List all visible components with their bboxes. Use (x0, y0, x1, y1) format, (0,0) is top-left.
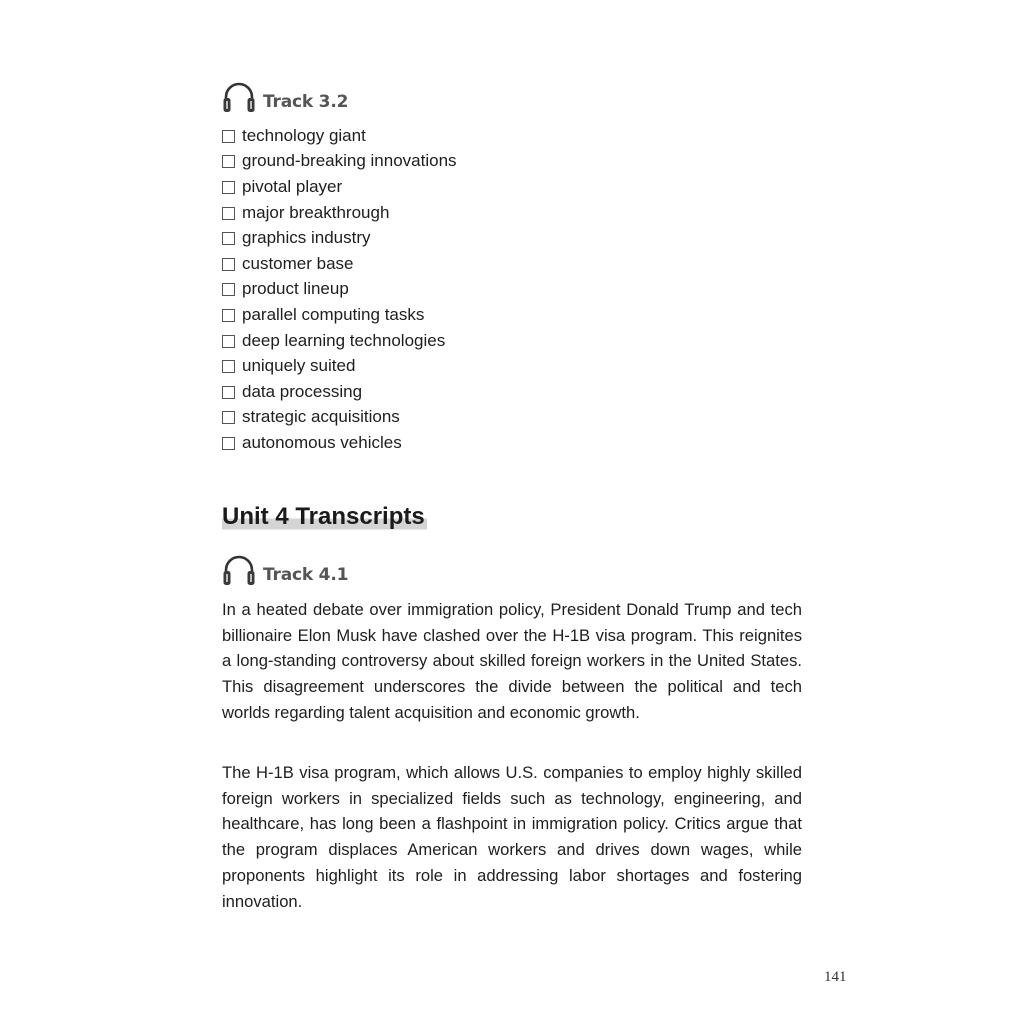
checklist-item-label: deep learning technologies (242, 330, 446, 350)
checkbox-icon[interactable] (222, 309, 235, 322)
track-4-1-heading (222, 553, 348, 587)
checklist-item-label: major breakthrough (242, 202, 390, 222)
track-3-2-heading (222, 80, 348, 114)
checkbox-icon[interactable] (222, 207, 235, 220)
checkbox-icon[interactable] (222, 130, 235, 143)
transcript-paragraph: The H-1B visa program, which allows U.S. companies to employ highly skilled foreign workers in specialized fields such as technology, engineering, and healthcare, has long been a flashpoint in immigration policy. Critics argue that the program displaces American workers and drives down wages, while proponents highlight its role in addressing labor shortages and fostering innovation. (222, 763, 802, 911)
checklist-item-label: autonomous vehicles (242, 432, 402, 452)
checkbox-icon[interactable] (222, 258, 235, 271)
checkbox-icon[interactable] (222, 181, 235, 194)
checklist-item-label: ground-breaking innovations (242, 151, 457, 171)
checkbox-icon[interactable] (222, 232, 235, 245)
track-label: Track 3.2 (263, 92, 349, 112)
headphones-icon (222, 555, 256, 587)
checklist-item[interactable] (222, 302, 457, 328)
checkbox-icon[interactable] (222, 437, 235, 450)
track-label: Track 4.1 (263, 565, 349, 585)
checklist-item-label: parallel computing tasks (242, 304, 425, 324)
checklist-item[interactable] (222, 149, 457, 175)
checkbox-icon[interactable] (222, 386, 235, 399)
checkbox-icon[interactable] (222, 335, 235, 348)
checklist-item[interactable] (222, 353, 457, 379)
unit-title: Unit 4 Transcripts (222, 503, 425, 530)
checklist-item[interactable] (222, 430, 457, 456)
checklist-item[interactable] (222, 174, 457, 200)
checklist-item[interactable] (222, 251, 457, 277)
checklist-item[interactable] (222, 200, 457, 226)
checkbox-icon[interactable] (222, 155, 235, 168)
headphones-icon (222, 82, 256, 114)
checklist-item-label: technology giant (242, 125, 366, 145)
checklist-item[interactable] (222, 277, 457, 303)
vocabulary-checklist (222, 123, 457, 456)
page-number: 141 (824, 969, 847, 985)
checkbox-icon[interactable] (222, 283, 235, 296)
checklist-item-label: product lineup (242, 279, 349, 299)
checklist-item[interactable] (222, 379, 457, 405)
checkbox-icon[interactable] (222, 411, 235, 424)
checklist-item[interactable] (222, 225, 457, 251)
checklist-item-label: pivotal player (242, 176, 343, 196)
checklist-item-label: data processing (242, 381, 363, 401)
checklist-item-label: strategic acquisitions (242, 407, 400, 427)
transcript-paragraph: In a heated debate over immigration policy, President Donald Trump and tech billionaire Elon Musk have clashed over the H-1B visa program. This reignites a long-standing controversy about skilled foreign workers in the United States. This disagreement underscores the divide between the political and tech worlds regarding talent acquisition and economic growth. (222, 600, 802, 722)
checkbox-icon[interactable] (222, 360, 235, 373)
checklist-item[interactable] (222, 123, 457, 149)
checklist-item-label: uniquely suited (242, 356, 356, 376)
checklist-item-label: customer base (242, 253, 354, 273)
checklist-item[interactable] (222, 328, 457, 354)
checklist-item-label: graphics industry (242, 228, 371, 248)
checklist-item[interactable] (222, 405, 457, 431)
